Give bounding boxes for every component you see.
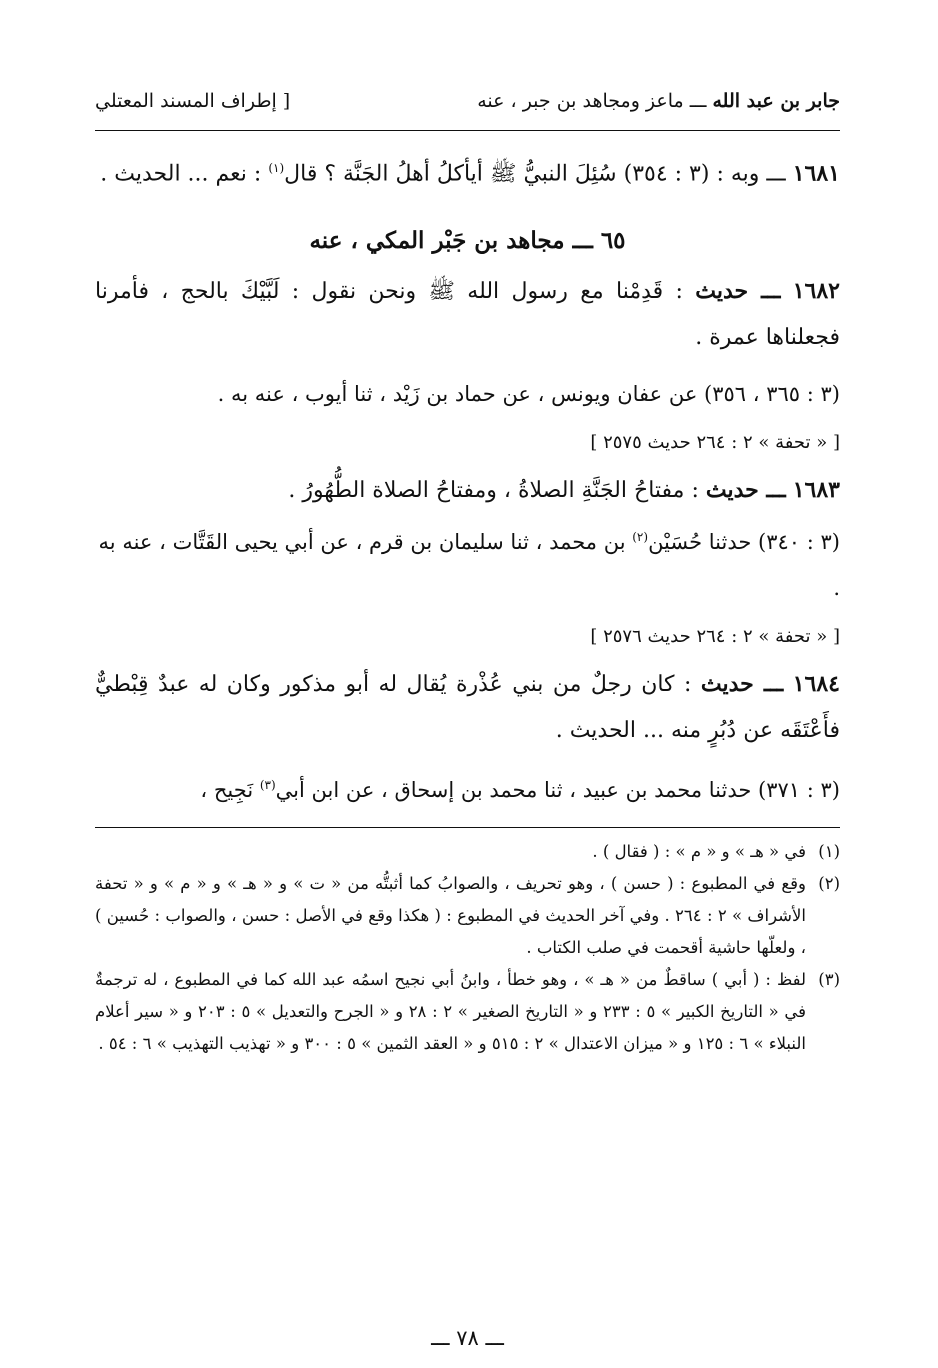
hadith-text-continued: : نعم ... الحديث . — [100, 161, 269, 187]
hadith-source: (٣ : ٣٦٥ ، ٣٥٦) عن عفان ويونس ، عن حماد بن زَيْد ، ثنا أيوب ، عنه به . — [217, 382, 840, 407]
hadith-text: ـــ وبه : (٣ : ٣٥٤) سُئِلَ النبيُّ ﷺ أيأكلُ أهلُ الجَنَّة ؟ قال — [284, 161, 786, 187]
source-text-continued: نَجِيح ، — [200, 778, 260, 803]
tuhfa-reference: [ « تحفة » ٢ : ٢٦٤ حديث ٢٥٧٦ ] — [590, 626, 840, 648]
footnote-text: وقع في المطبوع : ( حسن ) ، وهو تحريف ، والصوابُ كما أثبتُّه من « ت » و « هـ » و « م » و « تحفة الأشراف » ٢ : ٢٦٤ . وفي آخر الحديث في المطبوع : ( هكذا وقع في الأصل : حسن ، والصواب : حُسين ) ، ولعلّها حاشية أقحمت في صلب الكتاب . — [95, 874, 806, 958]
hadith-text: : مفتاحُ الجَنَّةِ الصلاةُ ، ومفتاحُ الصلاة الطُّهُورُ . — [288, 478, 706, 504]
hadith-number: ١٦٨٣ — [792, 477, 840, 504]
hadith-1684-text — [95, 661, 840, 754]
header-right-bold: جابر بن عبد الله — [712, 90, 840, 112]
running-header — [95, 90, 840, 131]
document-page — [95, 90, 840, 1350]
footnote-number: (٣) — [818, 970, 840, 990]
hadith-keyword: ـــ حديث — [695, 278, 781, 305]
hadith-1682-text — [95, 268, 840, 361]
hadith-1681-text — [95, 145, 840, 197]
hadith-text: : قَدِمْنا مع رسول الله ﷺ ونحن نقول : لَبَّيْكَ بالحج ، فأمرنا فجعلناها عمرة . — [95, 279, 840, 351]
tuhfa-reference: [ « تحفة » ٢ : ٢٦٤ حديث ٢٥٧٥ ] — [590, 432, 840, 454]
hadith-text: : كان رجلٌ من بني عُذْرة يُقال له أبو مذكور وكان له عبدٌ قِبْطيٌّ فأَعْتَقَه عن دُبُرٍ منه ... الحديث . — [95, 672, 840, 744]
footnotes — [95, 827, 840, 1060]
hadith-keyword: ـــ حديث — [705, 477, 786, 504]
source-text: (٣ : ٣٧١) حدثنا محمد بن عبيد ، ثنا محمد بن إسحاق ، عن ابن أبي — [275, 778, 840, 803]
hadith-number: ١٦٨٢ — [792, 278, 840, 305]
section-title: ٦٥ ـــ مجاهد بن جَبْر المكي ، عنه — [309, 227, 626, 255]
entry-1682 — [95, 268, 840, 461]
hadith-number: ١٦٨٤ — [792, 671, 840, 698]
footnote-1 — [95, 836, 840, 868]
source-text-continued: بن محمد ، ثنا سليمان بن قرم ، عن أبي يحيى القَتَّات ، عنه به . — [98, 530, 840, 601]
hadith-1683-text — [95, 467, 840, 514]
entry-1681 — [95, 145, 840, 197]
footnote-text: لفظ : ( أبي ) ساقطٌ من « هـ » ، وهو خطأ ، وابنُ أبي نجيح اسمُه عبد الله كما في المطبوع ، له ترجمةٌ في « التاريخ الكبير » ٥ : ٢٣٣ و « التاريخ الصغير » ٢ : ٢٨ و « الجرح والتعديل » ٥ : ٢٠٣ و « سير أعلام النبلاء » ٦ : ١٢٥ و « ميزان الاعتدال » ٢ : ٥١٥ و « العقد الثمين » ٥ : ٣٠٠ و « تهذيب التهذيب » ٦ : ٥٤ . — [95, 970, 806, 1054]
footnote-2 — [95, 868, 840, 964]
footnote-number: (١) — [818, 842, 840, 862]
entry-1684 — [95, 661, 840, 813]
header-left: [ إطراف المسند المعتلي — [95, 90, 291, 112]
footnote-3 — [95, 964, 840, 1060]
entry-1683 — [95, 467, 840, 655]
footnote-marker: (٣) — [259, 778, 276, 793]
hadith-number: ١٦٨١ — [792, 160, 840, 187]
page-number: ـــ ٧٨ ـــ — [431, 1326, 504, 1350]
source-text: (٣ : ٣٤٠) حدثنا حُسَيْن — [648, 530, 840, 555]
footnote-marker: (٢) — [632, 530, 649, 545]
hadith-keyword: ـــ حديث — [700, 671, 784, 698]
hadith-source — [95, 514, 840, 611]
header-right-rest: ـــ ماعز ومجاهد بن جبر ، عنه — [477, 90, 713, 112]
hadith-source — [95, 762, 840, 813]
header-right — [477, 90, 840, 112]
footnote-text: في « هـ » و « م » : ( فقال ) . — [592, 842, 806, 862]
footnote-number: (٢) — [818, 874, 840, 894]
footnote-marker: (١) — [268, 161, 285, 175]
